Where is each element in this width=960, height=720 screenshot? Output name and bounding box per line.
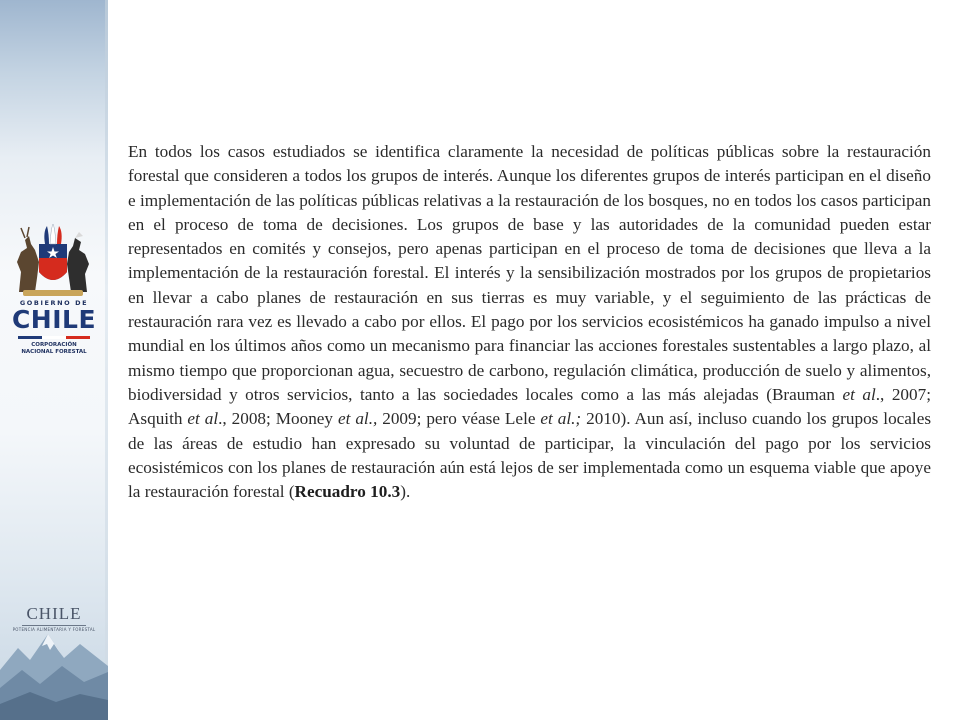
flag-white	[42, 336, 66, 339]
flag-blue	[18, 336, 42, 339]
gobierno-label: GOBIERNO DE	[19, 299, 89, 307]
brand-logotype: CHILE	[26, 604, 82, 623]
citation-etal: et al.,	[337, 409, 378, 429]
citation-etal: et al	[187, 409, 219, 429]
text-run: ).	[400, 482, 411, 502]
citation-etal: et al.;	[540, 409, 582, 429]
coat-of-arms-icon	[9, 222, 97, 300]
main-content	[128, 140, 931, 504]
org-name	[0, 342, 108, 356]
flag-red	[66, 336, 90, 339]
text-run: 2009; pero véase Lele	[377, 409, 541, 429]
text-run: ., 2007; Asquith	[128, 384, 931, 429]
brand-tagline: POTENCIA ALIMENTARIA Y FORESTAL	[12, 627, 96, 632]
mountains-icon	[0, 600, 108, 720]
body-paragraph	[128, 140, 931, 504]
text-run: ., 2008; Mooney	[218, 409, 338, 429]
country-logotype: CHILE	[11, 305, 97, 334]
text-run: 2010). Aun así, incluso cuando los grupos locales de las áreas de estudio han expresado su voluntad de participar, la vinculación del pago por los servicios ecosistémicos con los planes de restauración aún está lejos de ser implementada como un esquema viable que apoye la restauración forestal (	[128, 409, 932, 502]
citation-etal: et al	[842, 384, 876, 404]
sidebar	[0, 0, 108, 720]
org-name-line1: CORPORACIÓN	[31, 342, 77, 348]
box-reference: Recuadro 10.3	[294, 482, 401, 502]
org-name-line2: NACIONAL FORESTAL	[21, 349, 87, 355]
text-run: En todos los casos estudiados se identifica claramente la necesidad de políticas públicas sobre la restauración forestal que consideren a todos los grupos de interés. Aunque los diferentes grupos de interés participan en el diseño e implementación de las políticas públicas relativas a la restauración de los bosques, no en todos los casos participan en el proceso de toma de decisiones. Los grupos de base y las autoridades de la comunidad pueden estar representados en comités y consejos, pero apenas participan en el proceso de toma de decisiones que lleva a la implementación de la restauración forestal. El interés y la sensibilización mostrados por los grupos de propietarios en llevar a cabo planes de restauración en sus tierras es muy variable, y el seguimiento de las prácticas de restauración rara vez es llevado a cabo por ellos. El pago por los servicios ecosistémicos ha ganado impulso a nivel mundial en los últimos años como un mecanismo para financiar las acciones forestales sustentables a largo plazo, al mismo tiempo que proporcionan agua, secuestro de carbono, regulación climática, producción de suelo y alimentos, biodiversidad y otros servicios, tanto a las sociedades locales como a las más alejadas (Brauman	[128, 142, 931, 404]
flag-stripe	[18, 336, 90, 339]
